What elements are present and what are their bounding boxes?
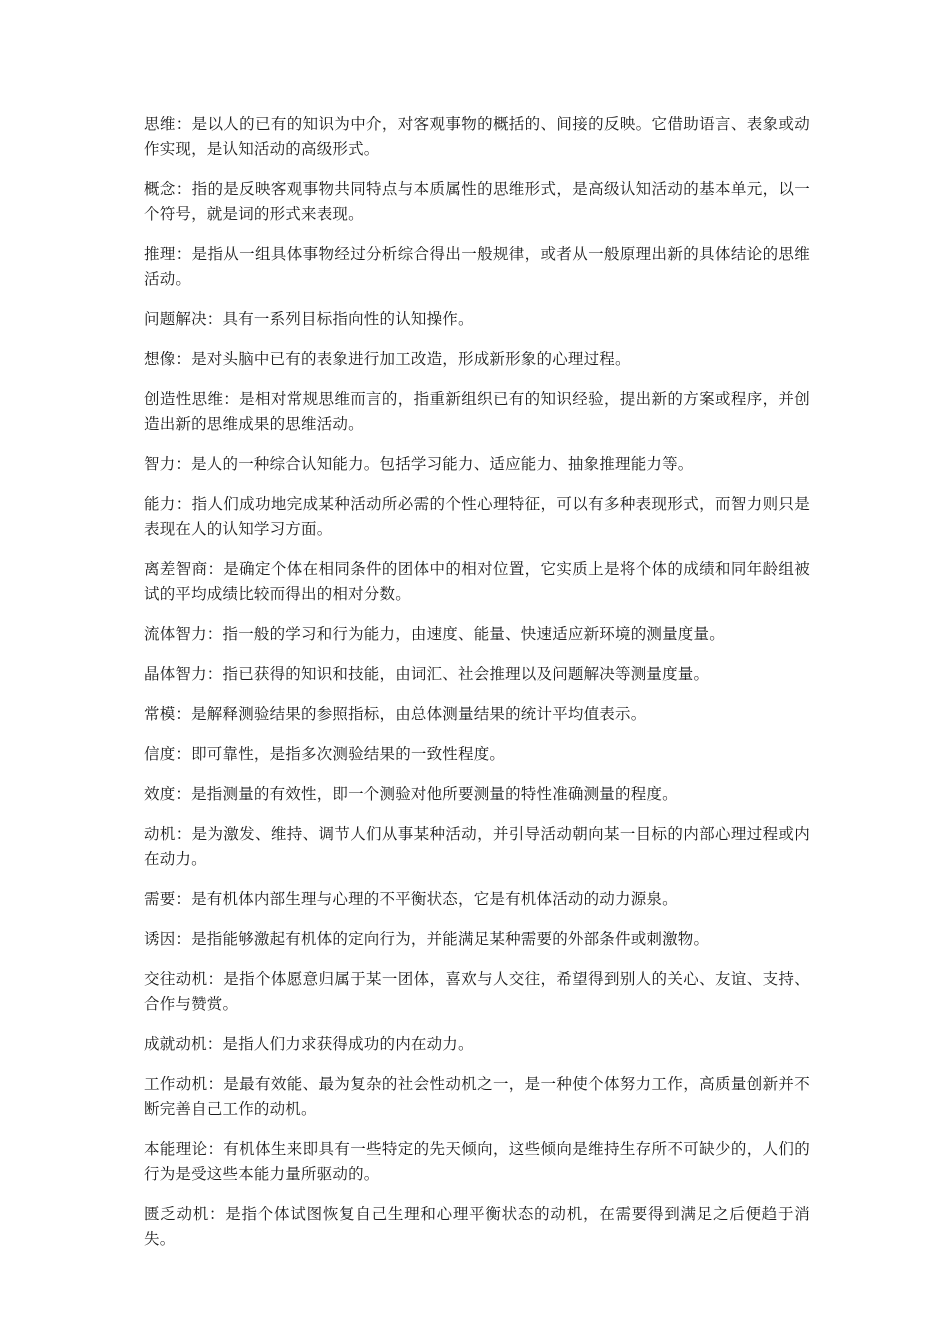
definition-paragraph: 智力：是人的一种综合认知能力。包括学习能力、适应能力、抽象推理能力等。 xyxy=(144,455,694,473)
definition-paragraph: 想像：是对头脑中已有的表象进行加工改造，形成新形象的心理过程。 xyxy=(144,350,631,368)
definition-paragraph: 本能理论：有机体生来即具有一些特定的先天倾向，这些倾向是维持生存所不可缺少的，人们的行为是受这些本能力量所驱动的。 xyxy=(144,1140,810,1183)
definition-paragraph: 流体智力：指一般的学习和行为能力，由速度、能量、快速适应新环境的测量度量。 xyxy=(144,625,725,643)
definition-paragraph: 需要：是有机体内部生理与心理的不平衡状态，它是有机体活动的动力源泉。 xyxy=(144,890,678,908)
definition-paragraph: 推理：是指从一组具体事物经过分析综合得出一般规律，或者从一般原理出新的具体结论的思维活动。 xyxy=(144,245,810,288)
definition-paragraph: 信度：即可靠性，是指多次测验结果的一致性程度。 xyxy=(144,745,506,763)
definition-paragraph: 诱因：是指能够激起有机体的定向行为，并能满足某种需要的外部条件或刺激物。 xyxy=(144,930,710,948)
definition-paragraph: 成就动机：是指人们力求获得成功的内在动力。 xyxy=(144,1035,474,1053)
document-page xyxy=(144,112,810,1267)
definition-paragraph: 晶体智力：指已获得的知识和技能，由词汇、社会推理以及问题解决等测量度量。 xyxy=(144,665,710,683)
definition-paragraph: 思维：是以人的已有的知识为中介，对客观事物的概括的、间接的反映。它借助语言、表象或动作实现，是认知活动的高级形式。 xyxy=(144,115,810,158)
definition-paragraph: 常模：是解释测验结果的参照指标，由总体测量结果的统计平均值表示。 xyxy=(144,705,647,723)
definition-paragraph: 能力：指人们成功地完成某种活动所必需的个性心理特征，可以有多种表现形式，而智力则只是表现在人的认知学习方面。 xyxy=(144,495,810,538)
definition-paragraph: 动机：是为激发、维持、调节人们从事某种活动，并引导活动朝向某一目标的内部心理过程或内在动力。 xyxy=(144,825,810,868)
definition-paragraph: 效度：是指测量的有效性，即一个测验对他所要测量的特性准确测量的程度。 xyxy=(144,785,678,803)
definition-paragraph: 问题解决：具有一系列目标指向性的认知操作。 xyxy=(144,310,474,328)
definition-paragraph: 概念：指的是反映客观事物共同特点与本质属性的思维形式，是高级认知活动的基本单元，以一个符号，就是词的形式来表现。 xyxy=(144,180,810,223)
definition-paragraph: 工作动机：是最有效能、最为复杂的社会性动机之一，是一种使个体努力工作，高质量创新并不断完善自己工作的动机。 xyxy=(144,1075,810,1118)
definition-paragraph: 创造性思维：是相对常规思维而言的，指重新组织已有的知识经验，提出新的方案或程序，并创造出新的思维成果的思维活动。 xyxy=(144,390,810,433)
definition-paragraph: 离差智商：是确定个体在相同条件的团体中的相对位置，它实质上是将个体的成绩和同年龄组被试的平均成绩比较而得出的相对分数。 xyxy=(144,560,810,603)
definition-paragraph: 交往动机：是指个体愿意归属于某一团体，喜欢与人交往，希望得到别人的关心、友谊、支持、合作与赞赏。 xyxy=(144,970,810,1013)
definition-paragraph: 匮乏动机：是指个体试图恢复自己生理和心理平衡状态的动机，在需要得到满足之后便趋于消失。 xyxy=(144,1205,810,1248)
